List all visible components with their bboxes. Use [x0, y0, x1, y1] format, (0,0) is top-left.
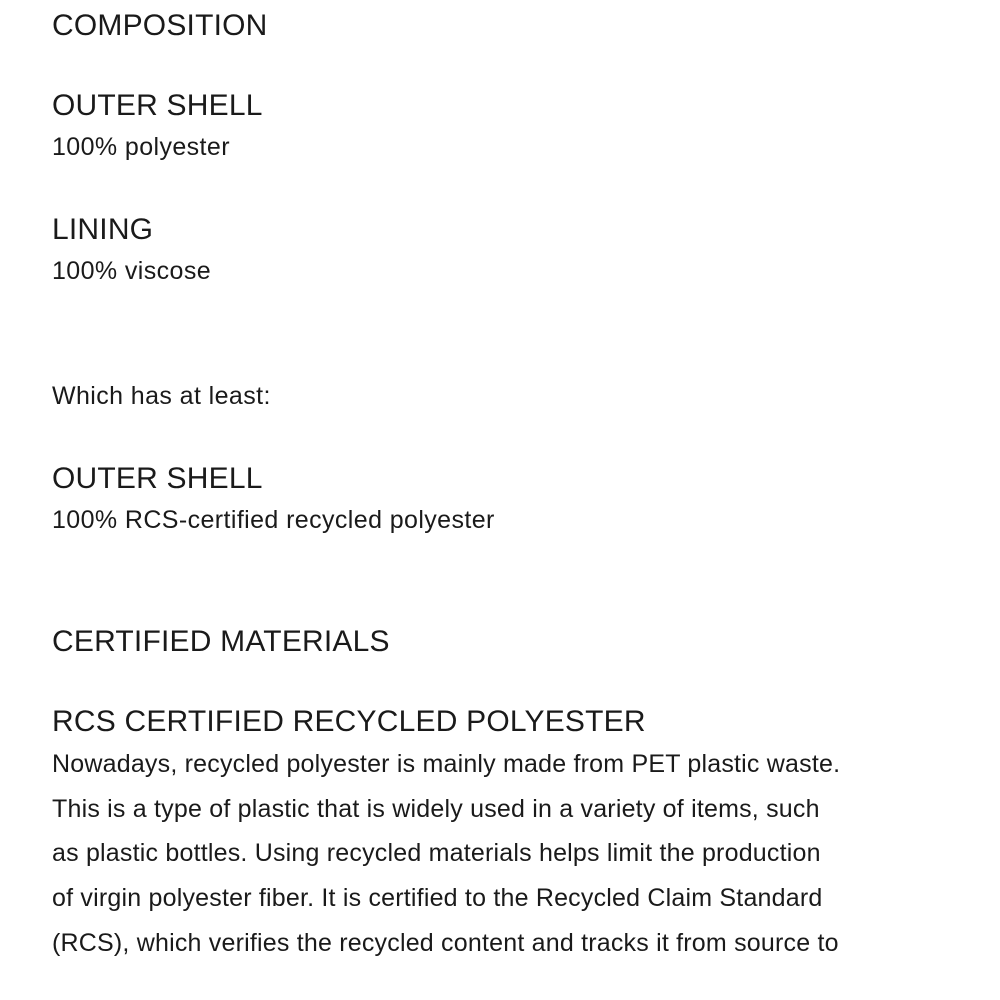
lining-heading: LINING: [52, 213, 154, 246]
recycled-outer-shell-material: 100% RCS-certified recycled polyester: [52, 506, 495, 534]
recycled-outer-shell-heading: OUTER SHELL: [52, 462, 263, 495]
at-least-intro: Which has at least:: [52, 382, 271, 410]
outer-shell-material: 100% polyester: [52, 133, 230, 161]
description-line: This is a type of plastic that is widely used in a variety of items, such: [52, 794, 820, 823]
certified-materials-title: CERTIFIED MATERIALS: [52, 625, 390, 658]
description-line: of virgin polyester fiber. It is certified to the Recycled Claim Standard: [52, 884, 823, 913]
rcs-polyester-heading: RCS CERTIFIED RECYCLED POLYESTER: [52, 705, 646, 738]
description-line: (RCS), which verifies the recycled content and tracks it from source to: [52, 928, 839, 957]
description-line: as plastic bottles. Using recycled materials helps limit the production: [52, 839, 821, 868]
description-line: Nowadays, recycled polyester is mainly made from PET plastic waste.: [52, 750, 841, 778]
lining-material: 100% viscose: [52, 257, 212, 285]
outer-shell-heading: OUTER SHELL: [52, 89, 263, 122]
rcs-polyester-description: [52, 742, 972, 966]
composition-title: COMPOSITION: [52, 9, 268, 42]
